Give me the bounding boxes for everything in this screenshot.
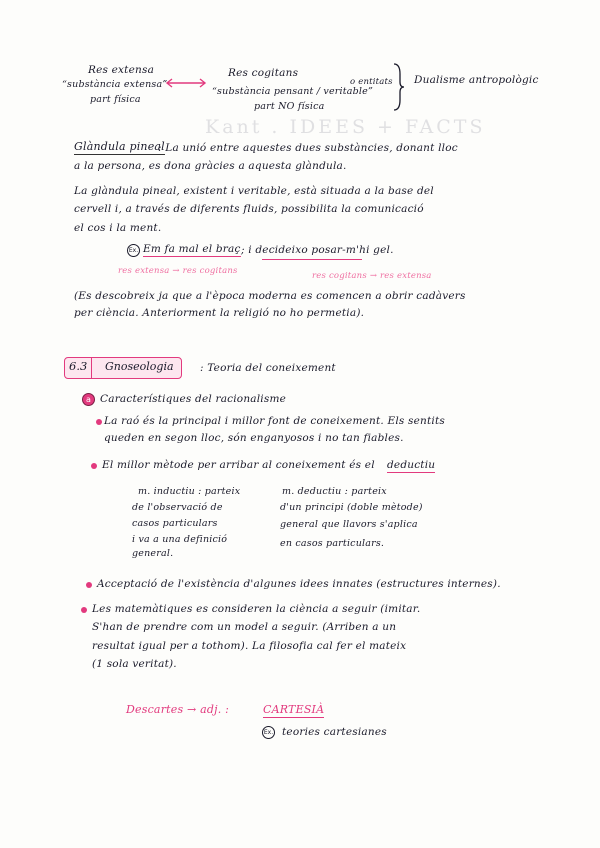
bullet-4-line-4: (1 sola veritat). — [92, 658, 177, 670]
example-part-2: ; i decideixo posar-m'hi gel. — [241, 244, 394, 256]
bullet-1-line-2: queden en segon lloc, són enganyosos i no tan fiables. — [104, 432, 404, 444]
inductiu-line-2: de l'observació de — [132, 502, 223, 513]
deductiu-line-2: d'un principi (doble mètode) — [280, 502, 423, 513]
deductiu-line-3: general que llavors s'aplica — [280, 519, 418, 530]
descartes-label: Descartes → adj. : — [126, 703, 230, 716]
sub-title: Característiques del racionalisme — [100, 393, 287, 405]
bullet-2-text: El millor mètode per arribar al coneixement és el — [102, 459, 375, 471]
inductiu-line-1: m. inductiu : parteix — [138, 486, 241, 497]
bullet-dot-4 — [81, 607, 87, 613]
part-no-fisica-label: part NO física — [254, 101, 325, 112]
descartes-example: teories cartesianes — [282, 726, 387, 738]
arrow-cogitans-extensa: res cogitans → res extensa — [312, 271, 432, 281]
inductiu-line-3: casos particulars — [132, 518, 218, 529]
bullet-1-line-1: La raó és la principal i millor font de coneixement. Els sentits — [104, 415, 445, 427]
example-part-1: Em fa mal el braç — [143, 243, 241, 255]
descartes-example-icon: Ex. — [262, 726, 275, 739]
glandula-line-6: (Es descobreix ja que a l'època moderna es comencen a obrir cadàvers — [74, 290, 466, 302]
part-fisica-label: part física — [90, 94, 141, 105]
bullet-4-line-3: resultat igual per a tothom). La filosofia cal fer el mateix — [92, 640, 407, 652]
bullet-3-text: Acceptació de l'existència d'algunes idees innates (estructures internes). — [97, 578, 501, 590]
bullet-2-emphasis: deductiu — [387, 459, 436, 471]
glandula-line-4: cervell i, a través de diferents fluids, possibilita la comunicació — [74, 203, 424, 215]
section-title: Gnoseologia — [105, 360, 174, 373]
glandula-line-5: el cos i la ment. — [74, 222, 162, 234]
section-number: 6.3 — [69, 359, 88, 373]
example-marker-icon: Ex. — [127, 244, 140, 257]
bullet-dot-2 — [91, 463, 97, 469]
section-heading-box — [64, 357, 182, 379]
substancia-extensa-label: “substància extensa” — [62, 79, 168, 90]
glandula-line-3: La glàndula pineal, existent i veritable, està situada a la base del — [74, 185, 434, 197]
res-cogitans-label: Res cogitans — [228, 67, 299, 79]
cartesia-label: CARTESIÀ — [263, 703, 325, 716]
deductiu-line-1: m. deductiu : parteix — [282, 486, 387, 497]
bullet-4-line-1: Les matemàtiques es consideren la ciència a seguir (imitar. — [92, 603, 421, 615]
bullet-dot-3 — [86, 582, 92, 588]
right-brace-icon — [392, 62, 406, 112]
double-arrow-icon — [164, 78, 208, 88]
dualisme-label: Dualisme antropològic — [414, 74, 539, 86]
sub-marker-icon: a — [82, 393, 95, 406]
arrow-extensa-cogitans: res extensa → res cogitans — [118, 266, 238, 276]
substancia-pensant-label: “substància pensant / veritable” — [212, 86, 374, 97]
example-underline — [262, 259, 362, 260]
glandula-line-7: per ciència. Anteriorment la religió no ho permetia). — [74, 307, 365, 319]
bullet-4-line-2: S'han de prendre com un model a seguir. (Arriben a un — [92, 621, 397, 633]
glandula-line-2: a la persona, es dona gràcies a aquesta glàndula. — [74, 160, 347, 172]
section-definition: : Teoria del coneixement — [200, 362, 336, 374]
inductiu-line-5: general. — [132, 548, 174, 559]
glandula-line-1: : La unió entre aquestes dues substàncies, donant lloc — [158, 142, 458, 154]
res-extensa-label: Res extensa — [88, 64, 155, 76]
glandula-title: Glàndula pineal — [74, 140, 165, 153]
bullet-dot-1 — [96, 419, 102, 425]
deductiu-line-4: en casos particulars. — [280, 538, 385, 549]
entitats-label: o entitats — [350, 77, 393, 87]
bleed-through-text: Kant . IDEES + FACTS — [205, 116, 486, 138]
inductiu-line-4: i va a una definició — [132, 534, 228, 545]
